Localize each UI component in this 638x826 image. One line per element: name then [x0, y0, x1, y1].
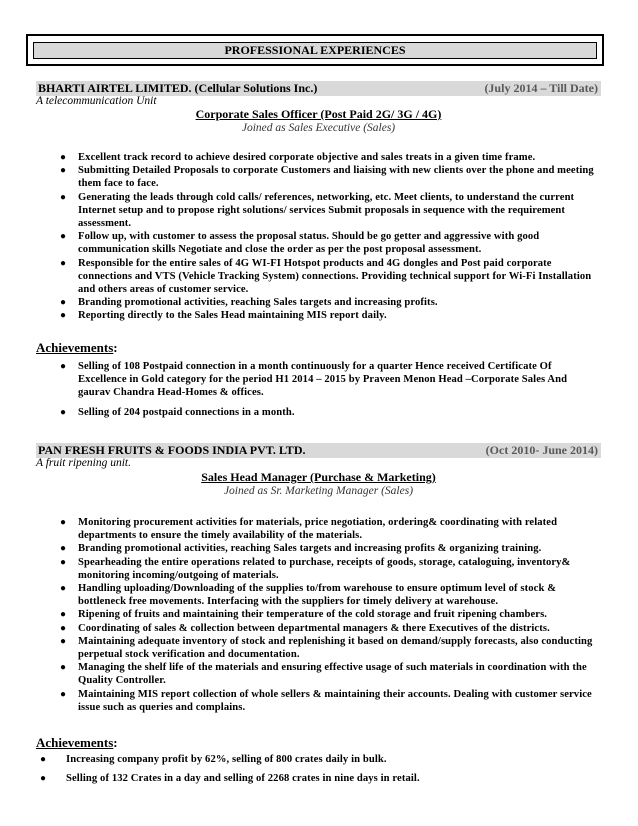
bullet-icon: ● [60, 406, 67, 418]
joined-as: Joined as Sr. Marketing Manager (Sales) [223, 485, 414, 497]
achievements-heading: Achievements: [36, 340, 118, 355]
list-item: ● Submitting Detailed Proposals to corporate Customers and liaising with new clients over the phone and meeting them face to face. [60, 165, 594, 190]
list-item: ● Monitoring procurement activities for materials, price negotiation, ordering& coordinating with related departments to ensure the timely availability of the materials. [60, 517, 558, 542]
responsibilities-list [36, 151, 601, 323]
list-item: ● Selling of 204 postpaid connections in a month. [60, 406, 295, 418]
company-name: PAN FRESH FRUITS & FOODS INDIA PVT. LTD. [38, 443, 306, 457]
job-role: Sales Head Manager (Purchase & Marketing) [201, 470, 436, 484]
company-unit: A telecommunication Unit [36, 95, 157, 107]
bullet-icon: ● [60, 361, 67, 372]
bullet-icon: ● [60, 257, 67, 269]
list-item: ● Ripening of fruits and maintaining their temperature of the cold storage and fruit ripening chambers. [60, 609, 548, 621]
bullet-icon: ● [60, 165, 67, 177]
bullet-icon: ● [60, 297, 67, 309]
bullet-icon: ● [60, 622, 67, 634]
bullet-icon: ● [60, 583, 67, 595]
list-item: ● Reporting directly to the Sales Head maintaining MIS report daily. [60, 310, 387, 322]
bullet-icon: ● [60, 662, 67, 674]
achievements-list [36, 753, 601, 785]
company-bar-airtel [36, 81, 601, 96]
list-item: ● Managing the shelf life of the materials and ensuring effective usage of such materials in coordination with the Quality Controller. [60, 662, 587, 687]
list-item: ● Maintaining MIS report collection of whole sellers & maintaining their accounts. Dealing with customer service issue such as queries and complains. [60, 688, 592, 713]
section-title: PROFESSIONAL EXPERIENCES [33, 42, 597, 59]
achievements-heading: Achievements: [36, 735, 118, 750]
bullet-icon: ● [60, 310, 67, 322]
list-item: ● Responsible for the entire sales of 4G WI-FI Hotspot products and 4G dongles and Post paid corporate connections and VTS (Vehicle Tracking System) connections. Providing technical support for Wi-Fi Installation and others areas of customer service. [60, 257, 592, 296]
list-item: ● Selling of 132 Crates in a day and selling of 2268 crates in nine days in retail. [40, 773, 420, 785]
bullet-icon: ● [60, 152, 67, 163]
list-item: ● Handling uploading/Downloading of the supplies to/from warehouse to ensure optimum level of stock & bottleneck free movements. Interfacing with the suppliers for timely delivery at warehouse. [60, 583, 557, 608]
company-name: BHARTI AIRTEL LIMITED. (Cellular Solutions Inc.) [38, 81, 318, 95]
bullet-icon: ● [60, 609, 67, 621]
list-item: ● Increasing company profit by 62%, selling of 800 crates daily in bulk. [40, 754, 387, 765]
section-header-box [26, 34, 604, 66]
list-item: ● Follow up, with customer to assess the proposal status. Should be go getter and aggressive with good communication skills Negotiate and close the order as per the post proposal assessment. [60, 231, 540, 256]
job-role: Corporate Sales Officer (Post Paid 2G/ 3G / 4G) [195, 107, 442, 121]
bullet-icon: ● [60, 231, 67, 243]
employment-period: (July 2014 – Till Date) [484, 81, 598, 95]
list-item: ● Selling of 108 Postpaid connection in a month continuously for a quarter Hence received Certificate Of Excellence in Gold category for the period H1 2014 – 2015 by Praveen Menon Head –Corporate Sales And gaurav Chandra Head-Homes & offices. [60, 361, 568, 399]
bullet-icon: ● [60, 556, 67, 568]
list-item: ● Branding promotional activities, reaching Sales targets and increasing profits. [60, 297, 438, 309]
list-item: ● Maintaining adequate inventory of stock and replenishing it based on demand/supply forecasts, also conducting perpetual stock verification and documentation. [60, 635, 593, 661]
bullet-icon: ● [40, 773, 47, 785]
bullet-icon: ● [60, 688, 67, 700]
bullet-icon: ● [40, 754, 47, 765]
responsibilities-list [36, 516, 601, 714]
company-unit: A fruit ripening unit. [36, 457, 131, 469]
bullet-icon: ● [60, 191, 67, 203]
list-item: ● Branding promotional activities, reaching Sales targets and increasing profits & organizing training. [60, 543, 542, 555]
achievements-list [36, 360, 601, 419]
bullet-icon: ● [60, 517, 67, 528]
list-item: ● Spearheading the entire operations related to purchase, receipts of goods, storage, cataloguing, inventory& monitoring incoming/outgoing of materials. [60, 556, 571, 581]
bullet-icon: ● [60, 543, 67, 555]
employment-period: (Oct 2010- June 2014) [485, 443, 598, 457]
list-item: ● Generating the leads through cold calls/ references, networking, etc. Meet clients, to understand the current Internet setup and to propose right solutions/ services Submit proposals in sequence with the requirement assessment. [60, 191, 575, 230]
joined-as: Joined as Sales Executive (Sales) [241, 122, 396, 134]
list-item: ● Coordinating of sales & collection between departmental managers & there Executives of the districts. [60, 622, 550, 634]
list-item: ● Excellent track record to achieve desired corporate objective and sales treats in a given time frame. [60, 152, 536, 163]
bullet-icon: ● [60, 635, 67, 647]
company-bar-panfresh [36, 443, 601, 458]
